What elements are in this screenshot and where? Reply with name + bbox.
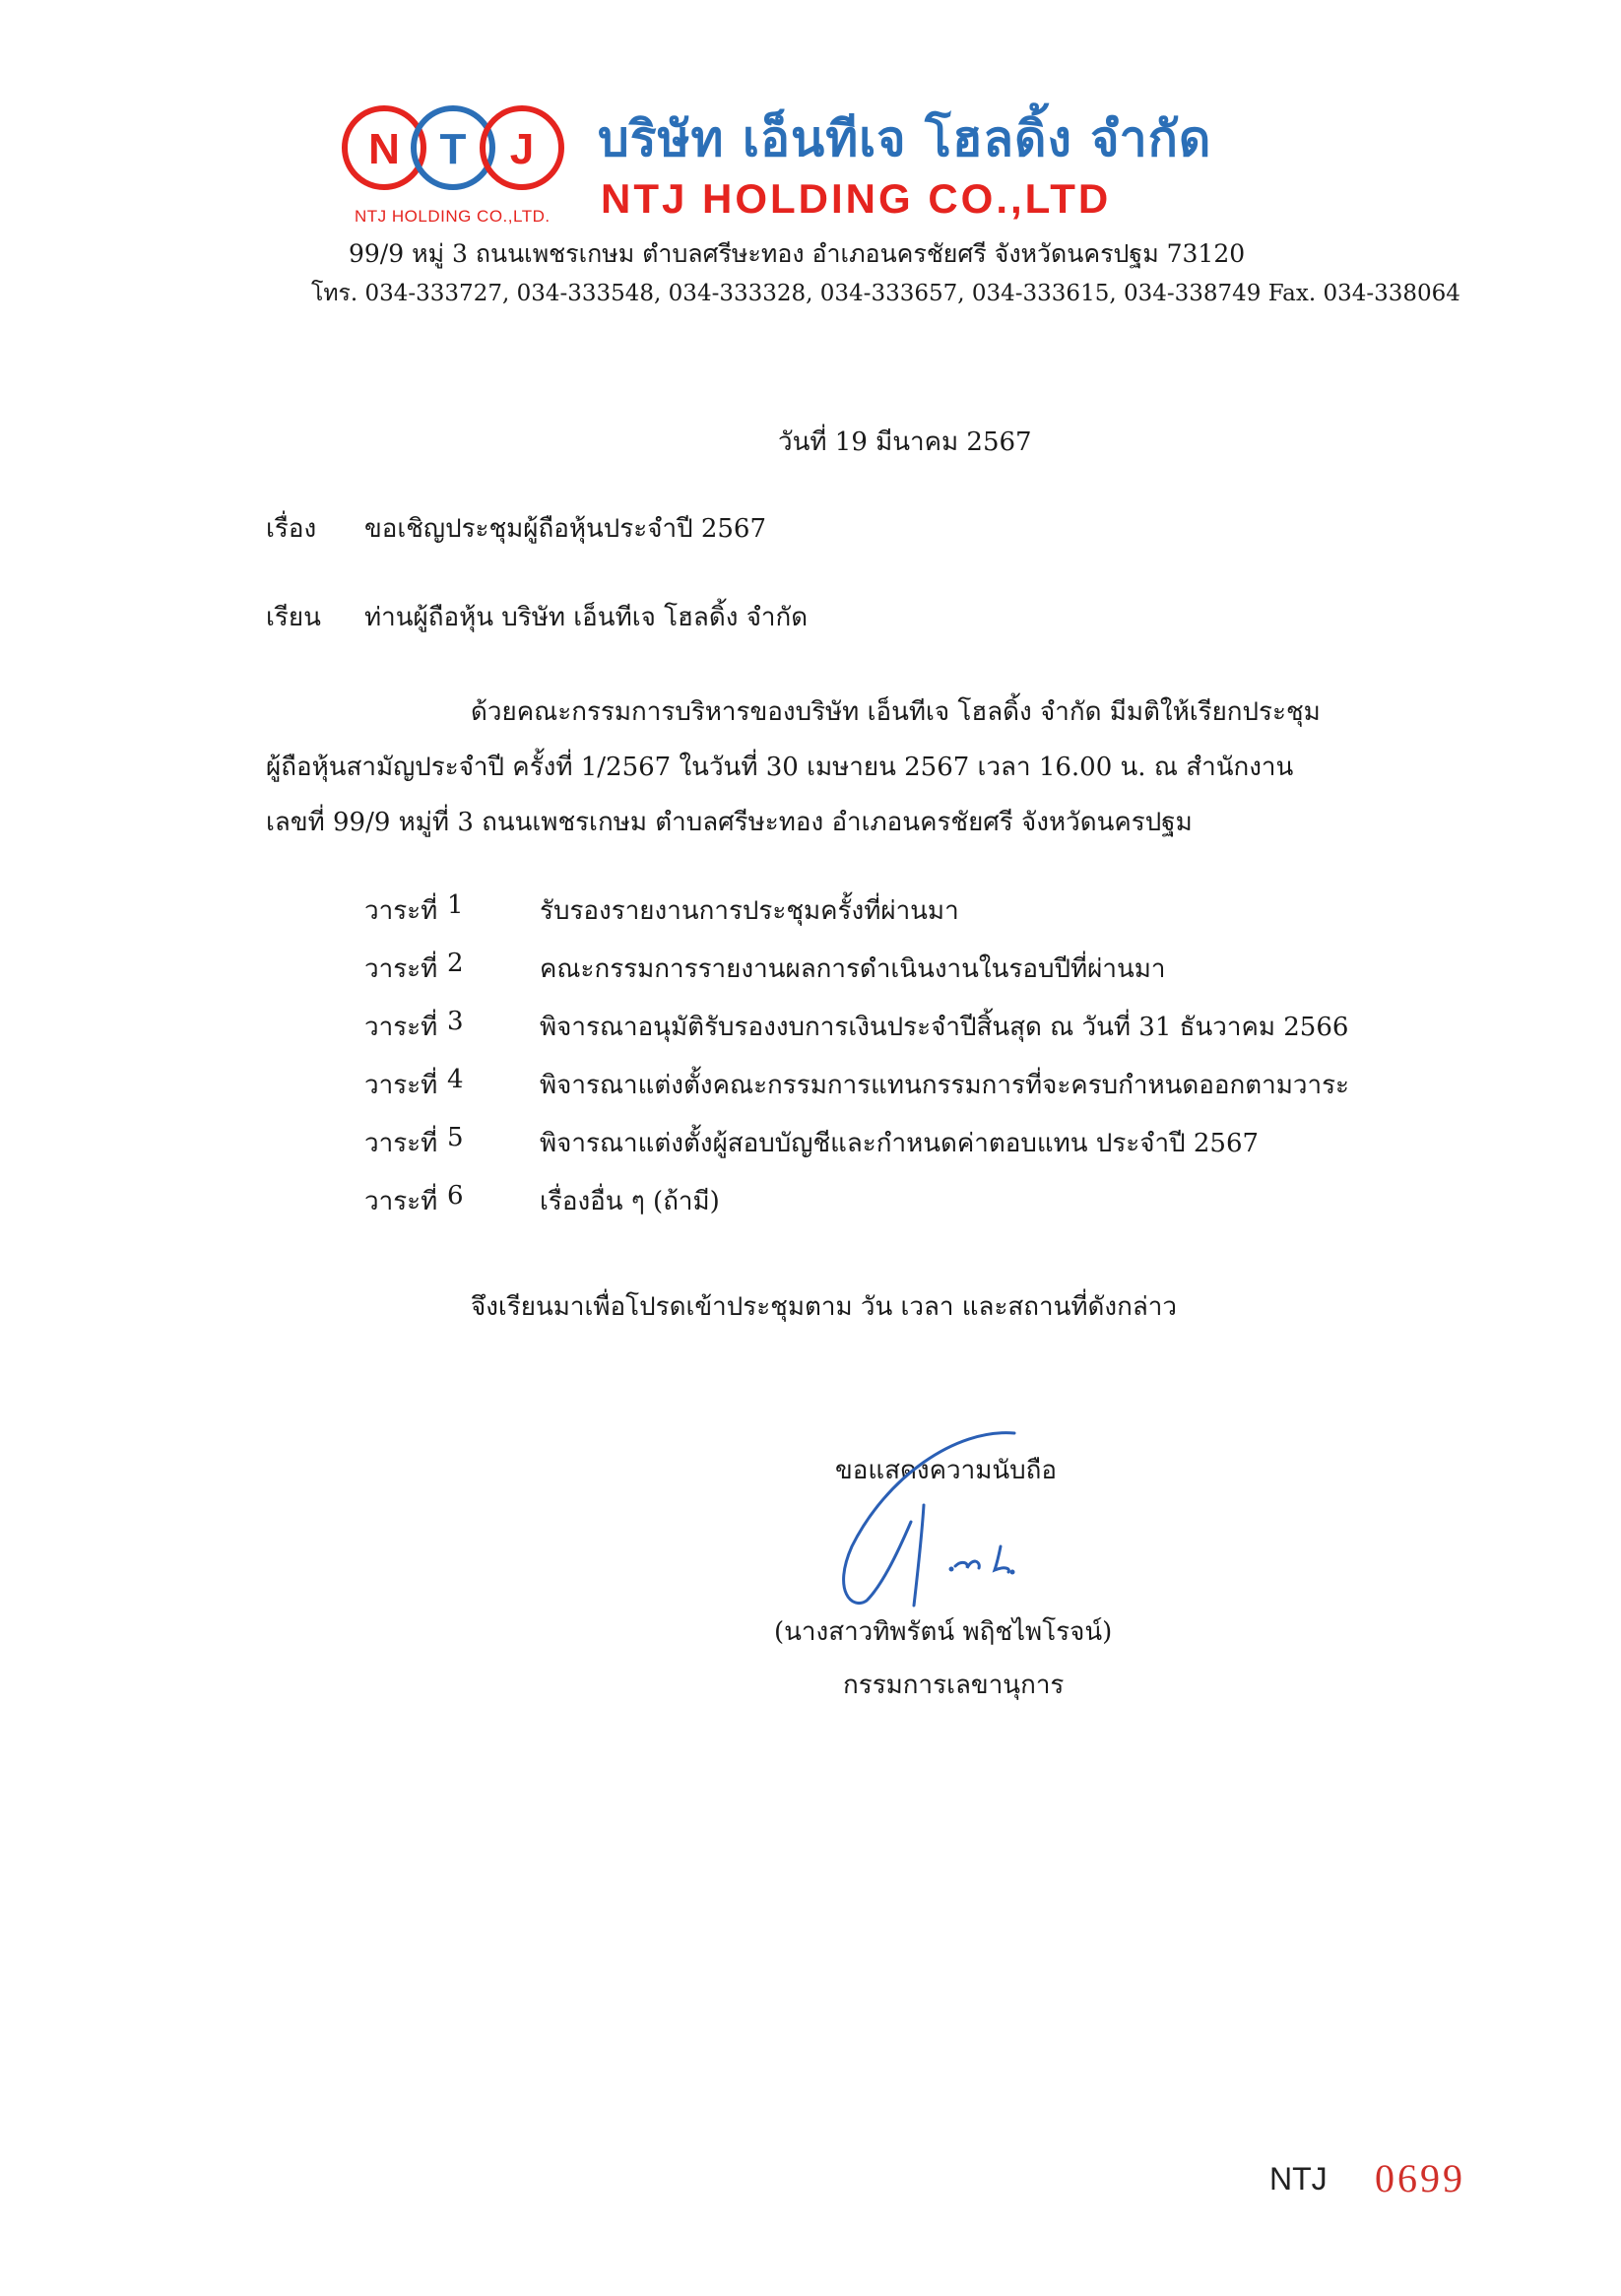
subject-text: ขอเชิญประชุมผู้ถือหุ้นประจำปี 2567: [364, 514, 767, 544]
body-line-2: ผู้ถือหุ้นสามัญประจำปี ครั้งที่ 1/2567 ในวันที่ 30 เมษายน 2567 เวลา 16.00 น. ณ สำนักงาน: [266, 753, 1294, 782]
company-logo: [341, 98, 565, 197]
handwritten-signature: [808, 1409, 1123, 1625]
agenda-label: วาระที่: [364, 1071, 438, 1100]
body-line-1: ด้วยคณะกรรมการบริหารของบริษัท เอ็นทีเจ โฮลดิ้ง จำกัด มีมติให้เรียกประชุม: [471, 697, 1321, 727]
document-number: 0699: [1375, 2156, 1465, 2200]
agenda-label: วาระที่: [364, 954, 438, 984]
signer-name: (นางสาวทิพรัตน์ พฤิชไพโรจน์): [774, 1617, 1113, 1647]
logo-rings: [341, 98, 565, 197]
agenda-number: 2: [447, 949, 464, 978]
letter-date: วันที่ 19 มีนาคม 2567: [778, 427, 1032, 457]
logo-letter-n: N: [368, 125, 400, 173]
agenda-number: 5: [447, 1123, 464, 1152]
regards-text: ขอแสดงความนับถือ: [835, 1456, 1057, 1485]
company-address: 99/9 หมู่ 3 ถนนเพชรเกษม ตำบลศรีษะทอง อำเภอนครชัยศรี จังหวัดนครปฐม 73120: [349, 239, 1246, 268]
company-name-english: NTJ HOLDING CO.,LTD: [601, 175, 1112, 222]
body-line-3: เลขที่ 99/9 หมู่ที่ 3 ถนนเพชรเกษม ตำบลศรีษะทอง อำเภอนครชัยศรี จังหวัดนครปฐม: [266, 808, 1193, 837]
agenda-item-text: คณะกรรมการรายงานผลการดำเนินงานในรอบปีที่ผ่านมา: [540, 954, 1166, 984]
agenda-item-text: พิจารณาแต่งตั้งผู้สอบบัญชีและกำหนดค่าตอบแทน ประจำปี 2567: [540, 1129, 1260, 1158]
recipient-label: เรียน: [266, 603, 321, 632]
agenda-number: 1: [447, 890, 464, 920]
agenda-number: 4: [447, 1065, 464, 1094]
agenda-number: 6: [447, 1181, 464, 1211]
signer-title: กรรมการเลขานุการ: [843, 1671, 1065, 1700]
company-name-thai: บริษัท เอ็นทีเจ โฮลดิ้ง จำกัด: [598, 110, 1212, 167]
subject-label: เรื่อง: [266, 514, 317, 544]
company-phones: โทร. 034-333727, 034-333548, 034-333328, 034-333657, 034-333615, 034-338749 Fax. 034-338064: [311, 281, 1460, 306]
agenda-label: วาระที่: [364, 1013, 438, 1042]
document-code: NTJ: [1269, 2161, 1328, 2197]
agenda-label: วาระที่: [364, 1129, 438, 1158]
logo-letter-j: J: [509, 125, 535, 173]
agenda-item-text: รับรองรายงานการประชุมครั้งที่ผ่านมา: [540, 896, 959, 926]
logo-letter-t: T: [439, 125, 467, 173]
agenda-item-text: พิจารณาแต่งตั้งคณะกรรมการแทนกรรมการที่จะครบกำหนดออกตามวาระ: [540, 1071, 1350, 1100]
agenda-label: วาระที่: [364, 1187, 438, 1216]
logo-caption: NTJ HOLDING CO.,LTD.: [355, 207, 551, 226]
agenda-number: 3: [447, 1007, 464, 1036]
recipient-text: ท่านผู้ถือหุ้น บริษัท เอ็นทีเจ โฮลดิ้ง จำกัด: [364, 603, 809, 632]
agenda-label: วาระที่: [364, 896, 438, 926]
agenda-item-text: เรื่องอื่น ๆ (ถ้ามี): [540, 1187, 720, 1216]
closing-line: จึงเรียนมาเพื่อโปรดเข้าประชุมตาม วัน เวลา และสถานที่ดังกล่าว: [471, 1292, 1178, 1322]
agenda-item-text: พิจารณาอนุมัติรับรองงบการเงินประจำปีสิ้นสุด ณ วันที่ 31 ธันวาคม 2566: [540, 1013, 1349, 1042]
